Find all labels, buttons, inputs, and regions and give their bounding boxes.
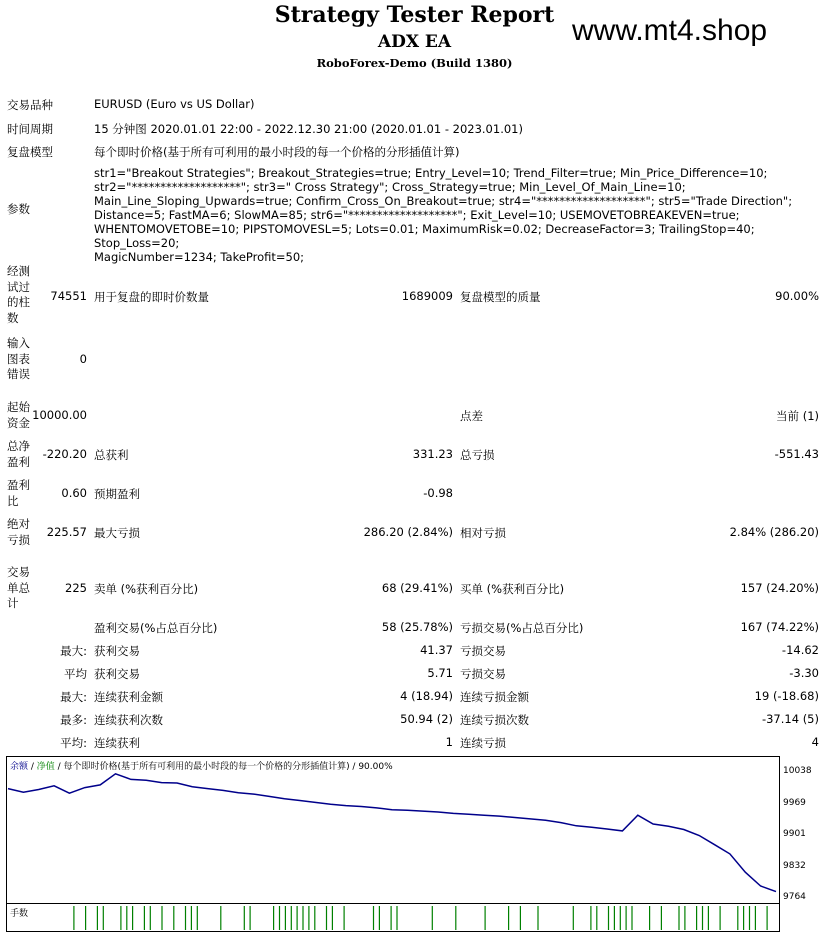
avg-loss-label: 亏损交易 bbox=[460, 667, 506, 681]
gross-profit-value: 331.23 bbox=[412, 447, 453, 461]
max-cons-losses-value: 19 (-18.68) bbox=[754, 689, 819, 703]
avg-cons-wins-label: 连续获利 bbox=[94, 736, 140, 750]
chart-plot bbox=[6, 756, 778, 902]
max-cons-profit-label: 连续获利次数 bbox=[94, 713, 163, 727]
period-label: 时间周期 bbox=[7, 122, 53, 136]
y-tick-label: 9764 bbox=[783, 892, 806, 902]
avg-profit-label: 获利交易 bbox=[94, 667, 140, 681]
profit-trades-value: 58 (25.78%) bbox=[381, 620, 453, 634]
ea-name: ADX EA bbox=[377, 32, 452, 52]
legend-sep: / bbox=[28, 762, 37, 772]
largest-profit-value: 41.37 bbox=[420, 643, 453, 657]
ticks-label: 用于复盘的即时价数量 bbox=[94, 290, 209, 304]
loss-trades-value: 167 (74.22%) bbox=[740, 620, 819, 634]
payoff-value: -0.98 bbox=[423, 486, 453, 500]
model-value: 每个即时价格(基于所有可利用的最小时段的每一个价格的分形插值计算) bbox=[94, 145, 460, 159]
abs-drawdown-value: 225.57 bbox=[46, 525, 87, 539]
profit-factor-value: 0.60 bbox=[61, 486, 87, 500]
avg-cons-wins-value: 1 bbox=[445, 735, 453, 749]
report-title: Strategy Tester Report bbox=[274, 2, 555, 28]
spread-label: 点差 bbox=[460, 409, 483, 423]
params-line: Main_Line_Sloping_Upwards=true; Confirm_Cross_On_Breakout=true; str4="*******************"; str5="Trade Direction"; bbox=[94, 194, 793, 208]
most-prefix: 最多: bbox=[60, 713, 87, 727]
symbol-value: EURUSD (Euro vs US Dollar) bbox=[94, 97, 255, 111]
chart-legend bbox=[10, 759, 393, 772]
legend-equity: 净值 bbox=[36, 762, 55, 772]
y-tick-label: 9969 bbox=[783, 797, 806, 808]
params-line: WHENTOMOVETOBE=10; PIPSTOMOVESL=5; Lots=0.01; MaximumRisk=0.02; DecreaseFactor=3; TrailingStop=40; Stop_Loss=20; bbox=[94, 222, 755, 250]
y-tick-label: 9832 bbox=[783, 860, 806, 871]
max-cons-profit-value: 50.94 (2) bbox=[400, 712, 453, 726]
loss-trades-label: 亏损交易(%占总百分比) bbox=[460, 621, 584, 635]
y-tick-label: 9901 bbox=[783, 829, 806, 839]
quality-label: 复盘模型的质量 bbox=[460, 290, 541, 304]
legend-balance: 余额 bbox=[10, 762, 29, 772]
payoff-label: 预期盈利 bbox=[94, 487, 140, 501]
max-cons-losses-label: 连续亏损金额 bbox=[460, 690, 529, 704]
spread-value: 当前 (1) bbox=[776, 409, 819, 423]
profit-trades-label: 盈利交易(%占总百分比) bbox=[94, 621, 218, 635]
short-trades-value: 68 (29.41%) bbox=[381, 581, 453, 595]
deposit-value: 10000.00 bbox=[32, 408, 87, 422]
ticks-value: 1689009 bbox=[401, 289, 453, 303]
quality-value: 90.00% bbox=[775, 289, 819, 303]
bars-label: 经测试过的柱数 bbox=[7, 264, 30, 325]
net-profit-label: 总净盈利 bbox=[7, 439, 30, 469]
balance-line bbox=[8, 774, 776, 892]
max-cons-wins-value: 4 (18.94) bbox=[400, 689, 453, 703]
params-line: MagicNumber=1234; TakeProfit=50; bbox=[94, 250, 305, 264]
params-line: str2="*******************"; str3=" Cross Strategy"; Cross_Strategy=true; Min_Level_Of_Main_Line=10; bbox=[94, 180, 686, 194]
max-cons-loss-value: -37.14 (5) bbox=[761, 712, 819, 726]
params-line: str1="Breakout Strategies"; Breakout_Strategies=true; Entry_Level=10; Trend_Filter=true; Min_Price_Difference=10; bbox=[94, 166, 768, 180]
total-trades-value: 225 bbox=[65, 581, 87, 595]
largest-loss-value: -14.62 bbox=[781, 643, 819, 657]
params-line: Distance=5; FastMA=6; SlowMA=85; str6="*******************"; Exit_Level=10; USEMOVETOBREAKEVEN=true; bbox=[94, 208, 740, 222]
net-profit-value: -220.20 bbox=[42, 447, 87, 461]
gross-profit-label: 总获利 bbox=[94, 448, 129, 462]
avg2-prefix: 平均: bbox=[60, 736, 87, 750]
avg-cons-losses-value: 4 bbox=[811, 735, 819, 749]
gross-loss-value: -551.43 bbox=[774, 447, 819, 461]
volume-plot bbox=[6, 902, 778, 931]
profit-factor-label: 盈利比 bbox=[7, 478, 30, 508]
max-prefix: 最大: bbox=[60, 644, 87, 658]
max-drawdown-value: 286.20 (2.84%) bbox=[363, 525, 453, 539]
period-value: 15 分钟图 2020.01.01 22:00 - 2022.12.30 21:00 (2020.01.01 - 2023.01.01) bbox=[94, 122, 523, 136]
balance-chart bbox=[6, 756, 824, 932]
max-cons-wins-label: 连续获利金额 bbox=[94, 690, 163, 704]
server-name: RoboForex-Demo (Build 1380) bbox=[316, 56, 513, 70]
total-trades-label: 交易单总计 bbox=[7, 565, 30, 610]
max2-prefix: 最大: bbox=[60, 690, 87, 704]
bars-value: 74551 bbox=[50, 289, 87, 303]
max-drawdown-label: 最大亏损 bbox=[94, 526, 140, 540]
long-trades-label: 买单 (%获利百分比) bbox=[460, 582, 565, 596]
params-text bbox=[94, 166, 819, 264]
volume-label: 手数 bbox=[10, 909, 29, 919]
errors-label: 输入图表错误 bbox=[7, 336, 30, 381]
params-label: 参数 bbox=[7, 202, 30, 216]
rel-drawdown-label: 相对亏损 bbox=[460, 526, 506, 540]
max-cons-loss-label: 连续亏损次数 bbox=[460, 713, 529, 727]
abs-drawdown-label: 绝对亏损 bbox=[7, 517, 30, 547]
watermark-url: www.mt4.shop bbox=[572, 14, 768, 47]
deposit-label: 起始资金 bbox=[7, 400, 30, 430]
avg-loss-value: -3.30 bbox=[789, 666, 819, 680]
largest-profit-label: 获利交易 bbox=[94, 644, 140, 658]
y-tick-label: 10038 bbox=[783, 766, 812, 776]
model-label: 复盘模型 bbox=[7, 145, 53, 159]
long-trades-value: 157 (24.20%) bbox=[740, 581, 819, 595]
avg-prefix: 平均 bbox=[64, 667, 87, 681]
legend-rest: / 每个即时价格(基于所有可利用的最小时段的每一个价格的分形插值计算) / 90.00% bbox=[54, 762, 393, 772]
gross-loss-label: 总亏损 bbox=[460, 448, 495, 462]
largest-loss-label: 亏损交易 bbox=[460, 644, 506, 658]
avg-cons-losses-label: 连续亏损 bbox=[460, 736, 506, 750]
errors-value: 0 bbox=[79, 352, 87, 366]
symbol-label: 交易品种 bbox=[7, 98, 53, 112]
avg-profit-value: 5.71 bbox=[427, 666, 453, 680]
rel-drawdown-value: 2.84% (286.20) bbox=[729, 525, 819, 539]
short-trades-label: 卖单 (%获利百分比) bbox=[94, 582, 199, 596]
